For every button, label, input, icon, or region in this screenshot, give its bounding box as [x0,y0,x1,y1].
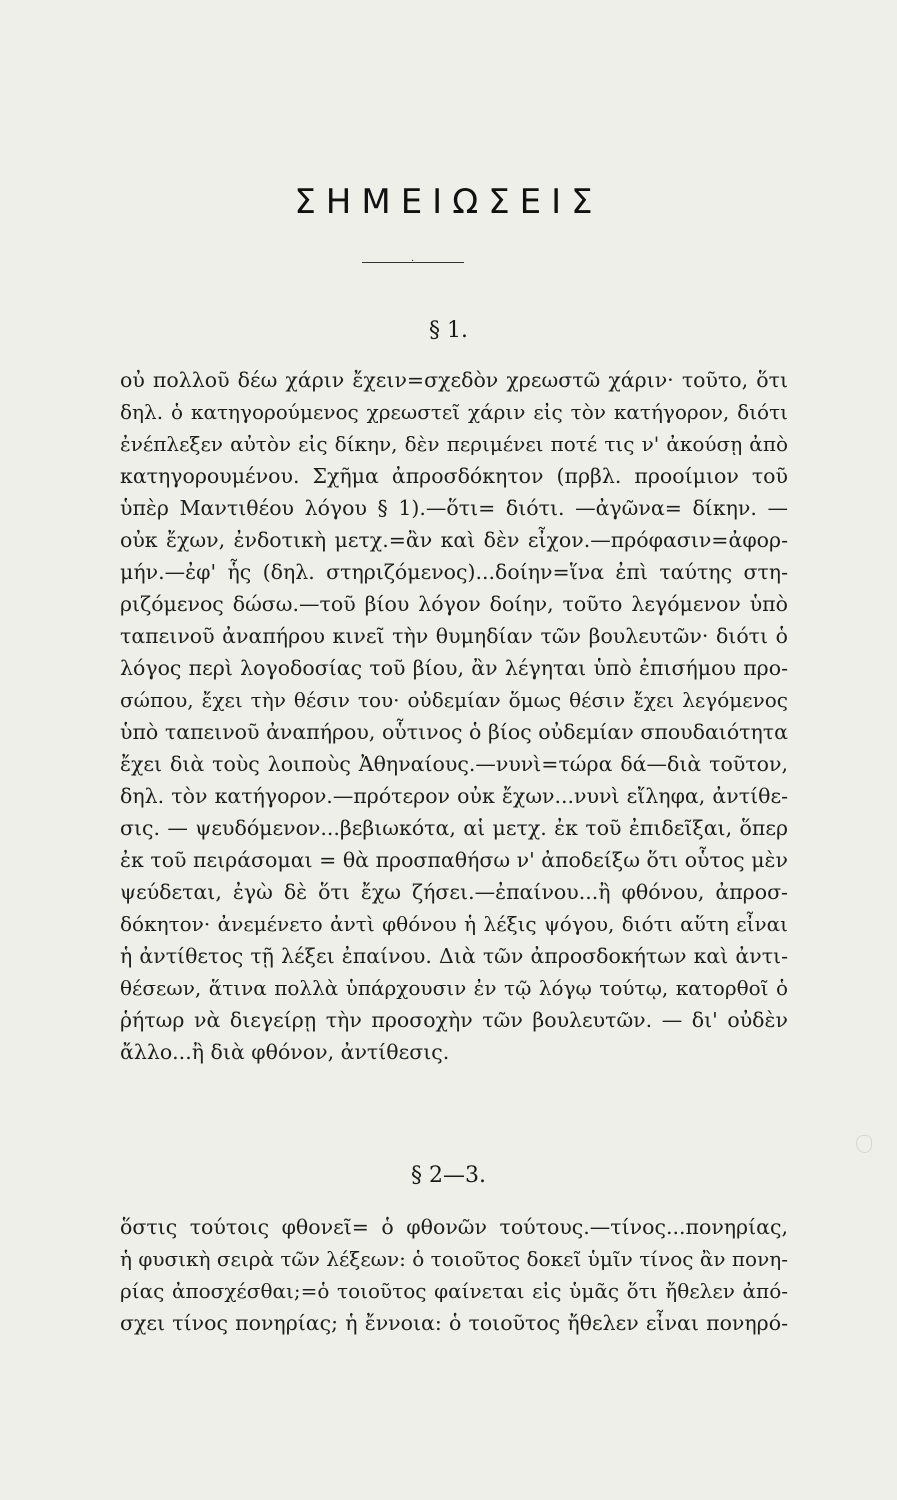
text-line: ταπεινοῦ ἀναπήρου κινεῖ τὴν θυμηδίαν τῶν βουλευτῶν· διότι ὁ [120,624,788,648]
text-line: ὅστις τούτοις φθονεῖ= ὁ φθονῶν τούτους.—τίνος...πονηρίας, [120,1215,788,1239]
section-1-text [120,364,788,1068]
text-line: ἐκ τοῦ πειράσομαι = θὰ προσπαθήσω ν' ἀποδείξω ὅτι οὗτος μὲν [120,848,788,872]
text-line: σις. — ψευδόμενον...βεβιωκότα, αἱ μετχ. ἐκ τοῦ ἐπιδεῖξαι, ὅπερ [120,816,788,840]
text-line: ὑπὲρ Μαντιθέου λόγου § 1).—ὅτι= διότι. —ἀγῶνα= δίκην. — [120,496,788,520]
text-line: ρίας ἀποσχέσθαι;=ὁ τοιοῦτος φαίνεται εἰς ὑμᾶς ὅτι ἤθελεν ἀπό- [120,1279,788,1303]
section-heading-1: § 1. [429,318,468,343]
section-heading-2: § 2—3. [411,1163,486,1188]
text-line: ῥήτωρ νὰ διεγείρῃ τὴν προσοχὴν τῶν βουλευτῶν. — δι' οὐδὲν [120,1008,788,1032]
text-line: ἔχει διὰ τοὺς λοιποὺς Ἀθηναίους.—νυνὶ=τώρα δά—διὰ τοῦτον, [120,752,788,776]
text-line: ψεύδεται, ἐγὼ δὲ ὅτι ἔχω ζήσει.—ἐπαίνου...ἢ φθόνου, ἀπροσ- [120,880,788,904]
text-line: μήν.—ἐφ' ἧς (δηλ. στηριζόμενος)...δοίην=ἵνα ἐπὶ ταύτης στη- [120,560,788,584]
text-line: ὑπὸ ταπεινοῦ ἀναπήρου, οὗτινος ὁ βίος οὐδεμίαν σπουδαιότητα [120,720,788,744]
section-2-text [120,1211,788,1339]
text-line: δόκητον· ἀνεμένετο ἀντὶ φθόνου ἡ λέξις ψόγου, διότι αὕτη εἶναι [120,912,788,936]
text-line: ἐνέπλεξεν αὐτὸν εἰς δίκην, δὲν περιμένει ποτέ τις ν' ἀκούσῃ ἀπὸ [120,432,788,456]
text-line: ριζόμενος δώσω.—τοῦ βίου λόγον δοίην, τοῦτο λεγόμενον ὑπὸ [120,592,788,616]
text-line: θέσεων, ἅτινα πολλὰ ὑπάρχουσιν ἐν τῷ λόγῳ τούτῳ, κατορθοῖ ὁ [120,976,788,1000]
text-line: οὐκ ἔχων, ἐνδοτικὴ μετχ.=ἂν καὶ δὲν εἶχον.—πρόφασιν=ἀφορ- [120,528,788,552]
text-line: σχει τίνος πονηρίας; ἡ ἔννοια: ὁ τοιοῦτος ἤθελεν εἶναι πονηρό- [120,1311,788,1335]
page-title: ΣΗΜΕΙΩΣΕΙΣ [294,182,603,222]
text-line: κατηγορουμένου. Σχῆμα ἀπροσδόκητον (πρβλ. προοίμιον τοῦ [120,464,788,488]
text-line: ἄλλο...ἢ διὰ φθόνον, ἀντίθεσις. [120,1040,450,1064]
divider-ornament: · [411,256,415,267]
text-line: λόγος περὶ λογοδοσίας τοῦ βίου, ἂν λέγηται ὑπὸ ἐπισήμου προ- [120,656,788,680]
text-line: δηλ. ὁ κατηγορούμενος χρεωστεῖ χάριν εἰς τὸν κατήγορον, διότι [120,400,788,424]
text-line: ἡ φυσικὴ σειρὰ τῶν λέξεων: ὁ τοιοῦτος δοκεῖ ὑμῖν τίνος ἂν πονη- [120,1247,788,1271]
paper-stain [856,1135,872,1153]
text-line: οὐ πολλοῦ δέω χάριν ἔχειν=σχεδὸν χρεωστῶ χάριν· τοῦτο, ὅτι [120,368,788,392]
text-line: δηλ. τὸν κατήγορον.—πρότερον οὐκ ἔχων...νυνὶ εἴληφα, ἀντίθε- [120,784,788,808]
text-line: ἡ ἀντίθετος τῇ λέξει ἐπαίνου. Διὰ τῶν ἀπροσδοκήτων καὶ ἀντι- [120,944,788,968]
text-line: σώπου, ἔχει τὴν θέσιν του· οὐδεμίαν ὅμως θέσιν ἔχει λεγόμενος [120,688,788,712]
